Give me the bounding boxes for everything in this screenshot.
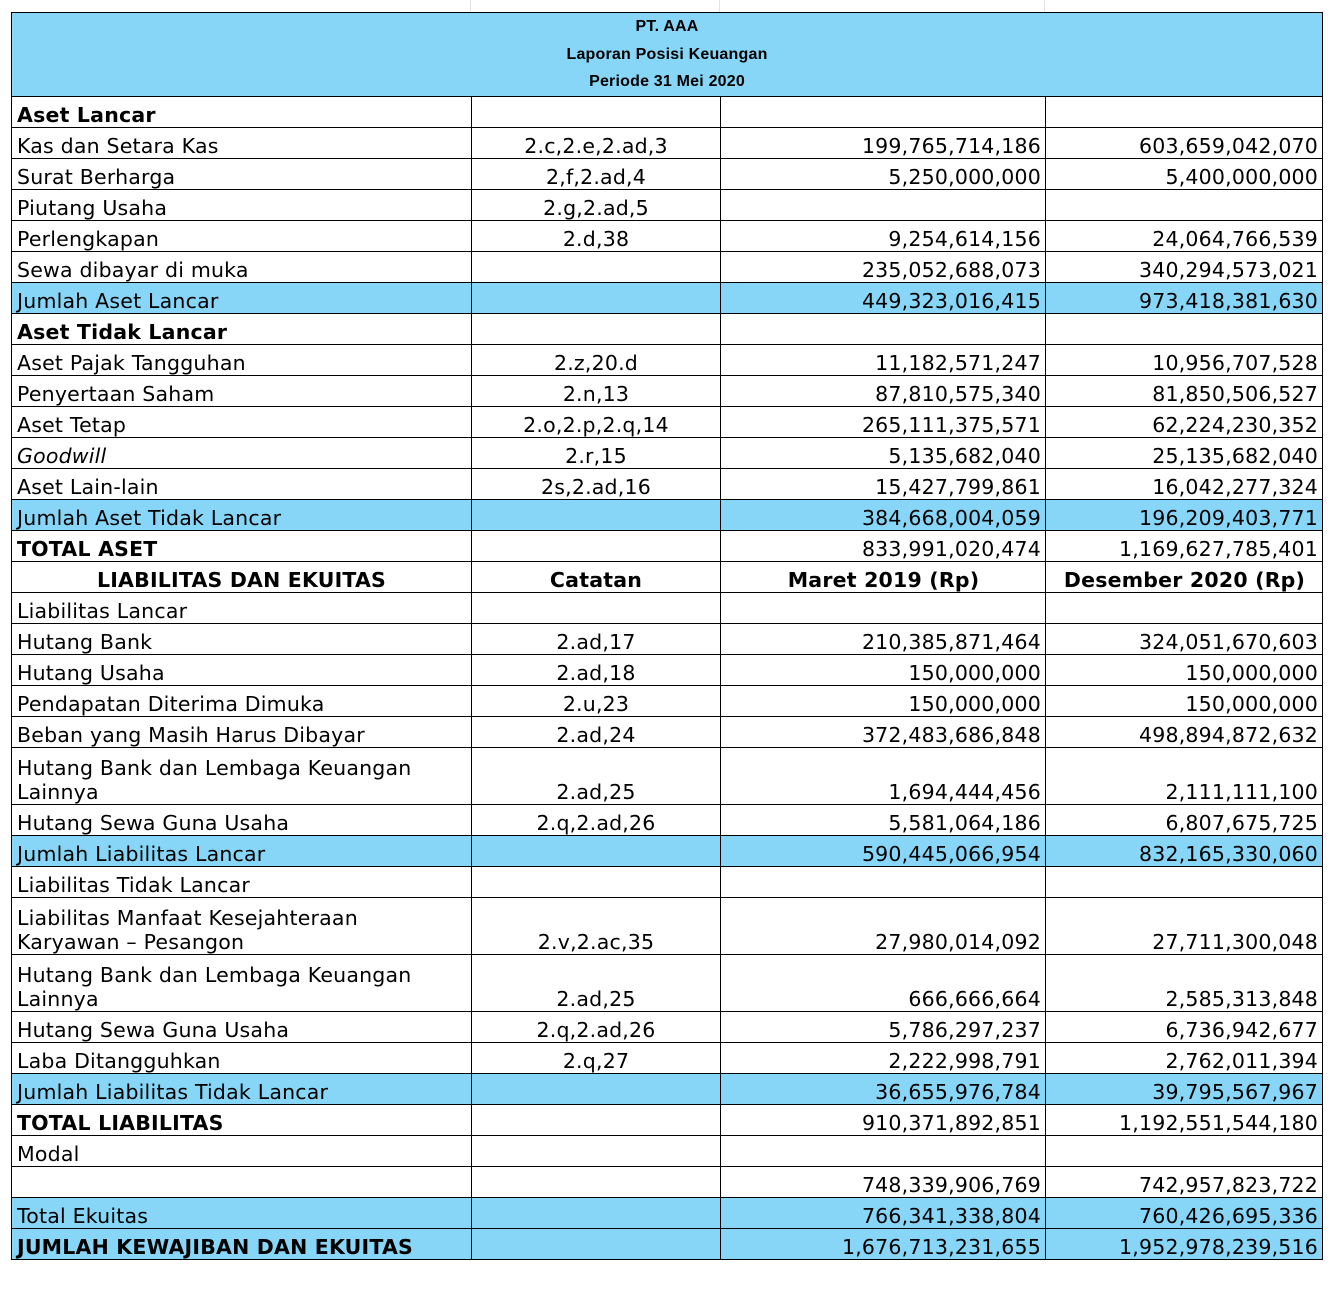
row-note	[472, 97, 721, 128]
table-row	[12, 748, 1323, 805]
table-row	[12, 159, 1323, 190]
table-row	[12, 469, 1323, 500]
row-label: Perlengkapan	[12, 221, 472, 252]
row-note: 2.g,2.ad,5	[472, 190, 721, 221]
row-value-2: 6,736,942,677	[1046, 1012, 1323, 1043]
table-row	[12, 593, 1323, 624]
table-row	[12, 624, 1323, 655]
row-value-2: 742,957,823,722	[1046, 1167, 1323, 1198]
row-value-2: 81,850,506,527	[1046, 376, 1323, 407]
row-value-1: 210,385,871,464	[721, 624, 1046, 655]
row-value-2: 5,400,000,000	[1046, 159, 1323, 190]
row-value-1: 910,371,892,851	[721, 1105, 1046, 1136]
row-value-2: 27,711,300,048	[1046, 898, 1323, 955]
row-value-1: 199,765,714,186	[721, 128, 1046, 159]
row-value-1: 11,182,571,247	[721, 345, 1046, 376]
row-value-2: 150,000,000	[1046, 686, 1323, 717]
row-label: Liabilitas Tidak Lancar	[12, 867, 472, 898]
row-value-2: 340,294,573,021	[1046, 252, 1323, 283]
row-label: Jumlah Liabilitas Tidak Lancar	[12, 1074, 472, 1105]
row-value-1: 265,111,375,571	[721, 407, 1046, 438]
row-note: 2.ad,17	[472, 624, 721, 655]
row-value-1: 5,250,000,000	[721, 159, 1046, 190]
table-row	[12, 955, 1323, 1012]
row-value-2: Desember 2020 (Rp)	[1046, 562, 1323, 593]
row-note	[472, 500, 721, 531]
row-note	[472, 1074, 721, 1105]
table-row	[12, 376, 1323, 407]
row-value-1: 235,052,688,073	[721, 252, 1046, 283]
table-row	[12, 1198, 1323, 1229]
table-row	[12, 562, 1323, 593]
row-note: Catatan	[472, 562, 721, 593]
row-value-1: 748,339,906,769	[721, 1167, 1046, 1198]
row-value-2: 2,585,313,848	[1046, 955, 1323, 1012]
row-note	[472, 1167, 721, 1198]
row-value-1	[721, 1136, 1046, 1167]
balance-sheet-table	[11, 12, 1323, 1260]
row-value-2: 603,659,042,070	[1046, 128, 1323, 159]
row-label: Hutang Bank	[12, 624, 472, 655]
table-row	[12, 221, 1323, 252]
row-note	[472, 867, 721, 898]
row-label: Hutang Sewa Guna Usaha	[12, 1012, 472, 1043]
row-label: Hutang Bank dan Lembaga Keuangan Lainnya	[12, 748, 472, 805]
row-value-2: 24,064,766,539	[1046, 221, 1323, 252]
row-note: 2.ad,25	[472, 955, 721, 1012]
row-value-2: 973,418,381,630	[1046, 283, 1323, 314]
table-row	[12, 190, 1323, 221]
row-label: Jumlah Aset Lancar	[12, 283, 472, 314]
row-label: JUMLAH KEWAJIBAN DAN EKUITAS	[12, 1229, 472, 1260]
row-note	[472, 836, 721, 867]
row-label: Aset Lancar	[12, 97, 472, 128]
row-label	[12, 1167, 472, 1198]
row-value-1: 5,135,682,040	[721, 438, 1046, 469]
table-row	[12, 500, 1323, 531]
row-value-2	[1046, 97, 1323, 128]
row-value-1: 5,581,064,186	[721, 805, 1046, 836]
table-row	[12, 717, 1323, 748]
table-row	[12, 314, 1323, 345]
row-note: 2.ad,18	[472, 655, 721, 686]
row-value-2: 150,000,000	[1046, 655, 1323, 686]
row-note	[472, 252, 721, 283]
row-label: Aset Lain-lain	[12, 469, 472, 500]
row-value-1: 87,810,575,340	[721, 376, 1046, 407]
row-label: Modal	[12, 1136, 472, 1167]
row-note: 2s,2.ad,16	[472, 469, 721, 500]
table-row	[12, 128, 1323, 159]
row-note: 2.z,20.d	[472, 345, 721, 376]
header-row	[12, 41, 1323, 69]
row-note: 2,f,2.ad,4	[472, 159, 721, 190]
row-value-1	[721, 314, 1046, 345]
row-value-1	[721, 867, 1046, 898]
row-label: Aset Tetap	[12, 407, 472, 438]
row-value-1: 372,483,686,848	[721, 717, 1046, 748]
row-value-1: 15,427,799,861	[721, 469, 1046, 500]
row-value-1: 27,980,014,092	[721, 898, 1046, 955]
row-value-1: 384,668,004,059	[721, 500, 1046, 531]
report-title: Laporan Posisi Keuangan	[12, 41, 1323, 69]
company-name: PT. AAA	[12, 13, 1323, 41]
row-label: TOTAL LIABILITAS	[12, 1105, 472, 1136]
row-note: 2.r,15	[472, 438, 721, 469]
row-note	[472, 314, 721, 345]
row-value-1: 666,666,664	[721, 955, 1046, 1012]
table-row	[12, 655, 1323, 686]
row-value-2: 498,894,872,632	[1046, 717, 1323, 748]
row-label: Hutang Usaha	[12, 655, 472, 686]
row-label: Beban yang Masih Harus Dibayar	[12, 717, 472, 748]
grid-line	[470, 0, 471, 12]
row-note	[472, 283, 721, 314]
row-note: 2.c,2.e,2.ad,3	[472, 128, 721, 159]
table-row	[12, 1012, 1323, 1043]
table-row	[12, 97, 1323, 128]
row-note: 2.d,38	[472, 221, 721, 252]
table-row	[12, 1167, 1323, 1198]
table-row	[12, 1105, 1323, 1136]
row-label: Aset Tidak Lancar	[12, 314, 472, 345]
row-note: 2.v,2.ac,35	[472, 898, 721, 955]
row-value-2	[1046, 1136, 1323, 1167]
row-value-2: 10,956,707,528	[1046, 345, 1323, 376]
row-label: Jumlah Liabilitas Lancar	[12, 836, 472, 867]
row-label: Goodwill	[12, 438, 472, 469]
row-value-2: 1,169,627,785,401	[1046, 531, 1323, 562]
row-label: Liabilitas Lancar	[12, 593, 472, 624]
row-note: 2.n,13	[472, 376, 721, 407]
table-row	[12, 283, 1323, 314]
header-row	[12, 69, 1323, 97]
balance-sheet	[11, 12, 1323, 1260]
row-value-2	[1046, 593, 1323, 624]
row-note	[472, 1229, 721, 1260]
row-note: 2.q,2.ad,26	[472, 805, 721, 836]
table-row	[12, 1043, 1323, 1074]
row-note	[472, 593, 721, 624]
row-note: 2.q,27	[472, 1043, 721, 1074]
row-value-2: 39,795,567,967	[1046, 1074, 1323, 1105]
row-value-1: 36,655,976,784	[721, 1074, 1046, 1105]
table-row	[12, 407, 1323, 438]
row-label: Sewa dibayar di muka	[12, 252, 472, 283]
table-row	[12, 438, 1323, 469]
row-label: Liabilitas Manfaat Kesejahteraan Karyawan – Pesangon	[12, 898, 472, 955]
row-value-2: 25,135,682,040	[1046, 438, 1323, 469]
row-value-1: 449,323,016,415	[721, 283, 1046, 314]
table-row	[12, 898, 1323, 955]
row-label: Penyertaan Saham	[12, 376, 472, 407]
row-value-1	[721, 593, 1046, 624]
row-note: 2.ad,25	[472, 748, 721, 805]
row-value-2	[1046, 314, 1323, 345]
report-period: Periode 31 Mei 2020	[12, 69, 1323, 97]
table-row	[12, 345, 1323, 376]
row-note: 2.q,2.ad,26	[472, 1012, 721, 1043]
row-label: Hutang Sewa Guna Usaha	[12, 805, 472, 836]
row-note	[472, 1198, 721, 1229]
row-value-1: 9,254,614,156	[721, 221, 1046, 252]
row-label: Piutang Usaha	[12, 190, 472, 221]
row-value-1: 150,000,000	[721, 655, 1046, 686]
row-value-2: 16,042,277,324	[1046, 469, 1323, 500]
row-label: Total Ekuitas	[12, 1198, 472, 1229]
row-label: Hutang Bank dan Lembaga Keuangan Lainnya	[12, 955, 472, 1012]
row-value-1	[721, 190, 1046, 221]
row-note	[472, 1105, 721, 1136]
row-label: Aset Pajak Tangguhan	[12, 345, 472, 376]
row-value-2: 196,209,403,771	[1046, 500, 1323, 531]
row-note	[472, 1136, 721, 1167]
row-value-2: 832,165,330,060	[1046, 836, 1323, 867]
row-label: Laba Ditangguhkan	[12, 1043, 472, 1074]
row-value-1: 833,991,020,474	[721, 531, 1046, 562]
table-row	[12, 1074, 1323, 1105]
row-value-1: Maret 2019 (Rp)	[721, 562, 1046, 593]
row-label: TOTAL ASET	[12, 531, 472, 562]
row-value-2: 1,192,551,544,180	[1046, 1105, 1323, 1136]
table-row	[12, 1229, 1323, 1260]
row-note: 2.o,2.p,2.q,14	[472, 407, 721, 438]
table-row	[12, 836, 1323, 867]
table-row	[12, 1136, 1323, 1167]
table-row	[12, 686, 1323, 717]
row-value-1: 590,445,066,954	[721, 836, 1046, 867]
grid-line	[719, 0, 720, 12]
row-value-2: 2,762,011,394	[1046, 1043, 1323, 1074]
row-value-1: 1,676,713,231,655	[721, 1229, 1046, 1260]
row-note: 2.u,23	[472, 686, 721, 717]
row-value-2	[1046, 190, 1323, 221]
header-row	[12, 13, 1323, 41]
row-value-1: 2,222,998,791	[721, 1043, 1046, 1074]
row-label: LIABILITAS DAN EKUITAS	[12, 562, 472, 593]
row-value-2: 2,111,111,100	[1046, 748, 1323, 805]
row-value-2: 1,952,978,239,516	[1046, 1229, 1323, 1260]
row-note	[472, 531, 721, 562]
grid-line	[1044, 0, 1045, 12]
row-note: 2.ad,24	[472, 717, 721, 748]
row-value-1: 1,694,444,456	[721, 748, 1046, 805]
row-value-1: 150,000,000	[721, 686, 1046, 717]
row-value-1	[721, 97, 1046, 128]
row-label: Kas dan Setara Kas	[12, 128, 472, 159]
table-row	[12, 531, 1323, 562]
table-row	[12, 805, 1323, 836]
row-label: Jumlah Aset Tidak Lancar	[12, 500, 472, 531]
row-value-2: 6,807,675,725	[1046, 805, 1323, 836]
row-value-1: 766,341,338,804	[721, 1198, 1046, 1229]
table-row	[12, 252, 1323, 283]
row-value-1: 5,786,297,237	[721, 1012, 1046, 1043]
table-row	[12, 867, 1323, 898]
row-value-2: 62,224,230,352	[1046, 407, 1323, 438]
row-value-2: 760,426,695,336	[1046, 1198, 1323, 1229]
row-value-2	[1046, 867, 1323, 898]
row-label: Pendapatan Diterima Dimuka	[12, 686, 472, 717]
row-label: Surat Berharga	[12, 159, 472, 190]
row-value-2: 324,051,670,603	[1046, 624, 1323, 655]
